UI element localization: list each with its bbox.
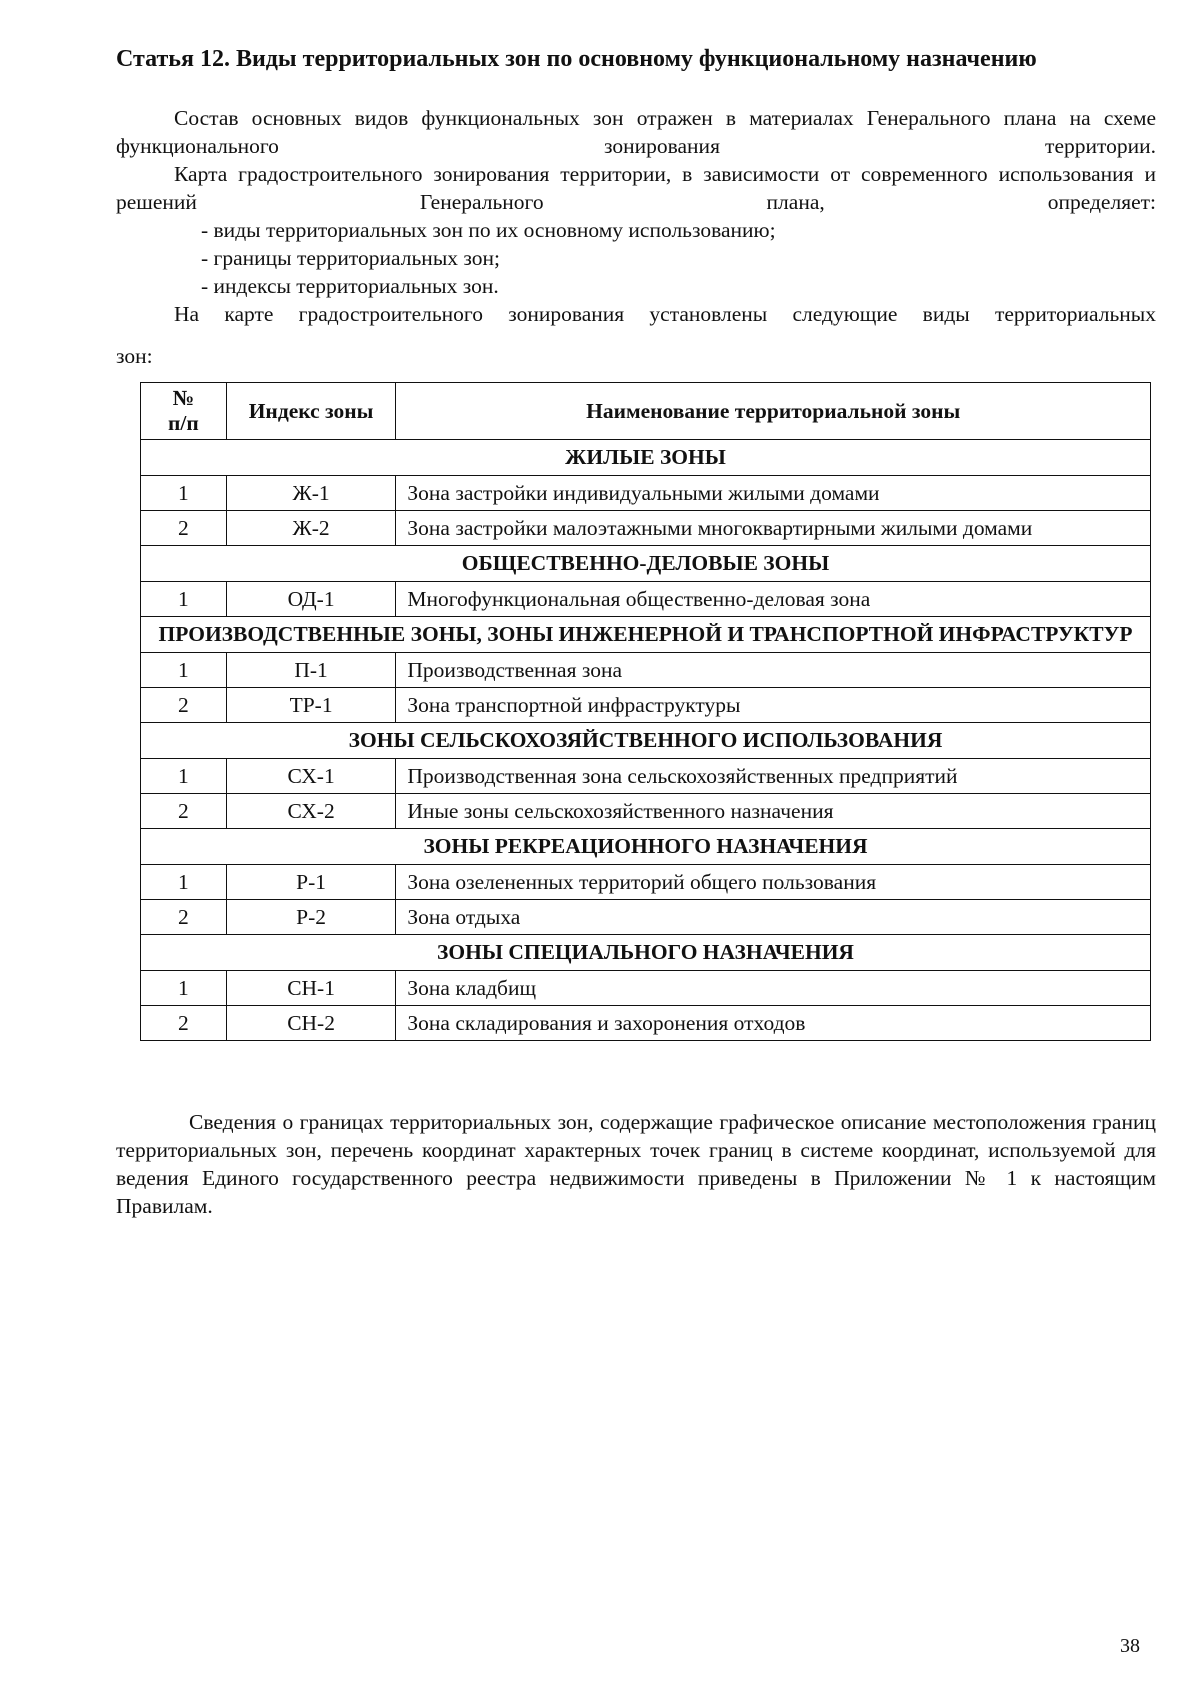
table-row [141,476,1151,511]
header-number [141,383,227,440]
zone-name: Зона отдыха [396,900,1151,935]
section-title: ПРОИЗВОДСТВЕННЫЕ ЗОНЫ, ЗОНЫ ИНЖЕНЕРНОЙ И ТРАНСПОРТНОЙ ИНФРАСТРУКТУР [141,617,1151,653]
table-row [141,794,1151,829]
row-number: 2 [141,511,227,546]
list-item: - виды территориальных зон по их основному использованию; [201,218,776,242]
header-number-line1: № [172,386,195,410]
page-number: 38 [1120,1635,1140,1657]
row-number: 2 [141,688,227,723]
section-header-row [141,935,1151,971]
table-header-row [141,383,1151,440]
zone-name: Зона озелененных территорий общего пользования [396,865,1151,900]
section-title: ЖИЛЫЕ ЗОНЫ [141,440,1151,476]
list-item: - границы территориальных зон; [201,246,500,270]
row-number: 1 [141,476,227,511]
table-row [141,688,1151,723]
row-number: 1 [141,582,227,617]
section-header-row [141,829,1151,865]
section-title: ОБЩЕСТВЕННО-ДЕЛОВЫЕ ЗОНЫ [141,546,1151,582]
zone-name: Зона застройки индивидуальными жилыми домами [396,476,1151,511]
table-row [141,1006,1151,1041]
zone-index: СН-2 [226,1006,396,1041]
paragraph-zoning-map: Карта градостроительного зонирования территории, в зависимости от современного использования и решений Генерального плана, определяет: [116,162,1156,214]
row-number: 2 [141,1006,227,1041]
row-number: 1 [141,865,227,900]
row-number: 1 [141,759,227,794]
header-zone-name: Наименование территориальной зоны [396,383,1151,440]
paragraph-boundaries-info: Сведения о границах территориальных зон, содержащие графическое описание местоположения границ территориальных зон, перечень координат характерных точек границ в системе координат, используемой для ведения Единого государственного реестра недвижимости приведены в Приложении № 1 к настоящим Правилам. [116,1110,1156,1218]
zone-index: ТР-1 [226,688,396,723]
zone-name: Производственная зона сельскохозяйственных предприятий [396,759,1151,794]
table-row [141,971,1151,1006]
row-number: 2 [141,794,227,829]
list-item: - индексы территориальных зон. [201,274,499,298]
header-zone-index: Индекс зоны [226,383,396,440]
zone-index: СХ-2 [226,794,396,829]
zone-name: Зона застройки малоэтажными многоквартирными жилыми домами [396,511,1151,546]
row-number: 2 [141,900,227,935]
zone-name: Зона кладбищ [396,971,1151,1006]
zone-index: Ж-2 [226,511,396,546]
table-row [141,865,1151,900]
zone-index: Ж-1 [226,476,396,511]
header-number-line2: п/п [168,411,199,435]
row-number: 1 [141,653,227,688]
paragraph-intro-line: На карте градостроительного зонирования установлены следующие виды территориальных [174,302,1156,326]
section-title: ЗОНЫ СЕЛЬСКОХОЗЯЙСТВЕННОГО ИСПОЛЬЗОВАНИЯ [141,723,1151,759]
zone-index: СН-1 [226,971,396,1006]
section-title: ЗОНЫ СПЕЦИАЛЬНОГО НАЗНАЧЕНИЯ [141,935,1151,971]
section-header-row [141,440,1151,476]
table-row [141,900,1151,935]
section-title: ЗОНЫ РЕКРЕАЦИОННОГО НАЗНАЧЕНИЯ [141,829,1151,865]
zone-name: Зона транспортной инфраструктуры [396,688,1151,723]
zone-index: СХ-1 [226,759,396,794]
zone-name: Зона складирования и захоронения отходов [396,1006,1151,1041]
paragraph-composition: Состав основных видов функциональных зон отражен в материалах Генерального плана на схеме функционального зонирования территории. [116,106,1156,158]
zone-name: Многофункциональная общественно-деловая зона [396,582,1151,617]
article-title: Статья 12. Виды территориальных зон по основному функциональному назначению [116,46,1037,72]
table-row [141,511,1151,546]
row-number: 1 [141,971,227,1006]
zones-table [140,382,1151,1041]
zone-name: Иные зоны сельскохозяйственного назначения [396,794,1151,829]
section-header-row [141,723,1151,759]
zone-index: ОД-1 [226,582,396,617]
table-row [141,653,1151,688]
zone-index: Р-1 [226,865,396,900]
table-row [141,759,1151,794]
zone-index: П-1 [226,653,396,688]
paragraph-intro-continuation: зон: [116,344,153,368]
section-header-row [141,546,1151,582]
section-header-row [141,617,1151,653]
table-row [141,582,1151,617]
zone-index: Р-2 [226,900,396,935]
zone-name: Производственная зона [396,653,1151,688]
